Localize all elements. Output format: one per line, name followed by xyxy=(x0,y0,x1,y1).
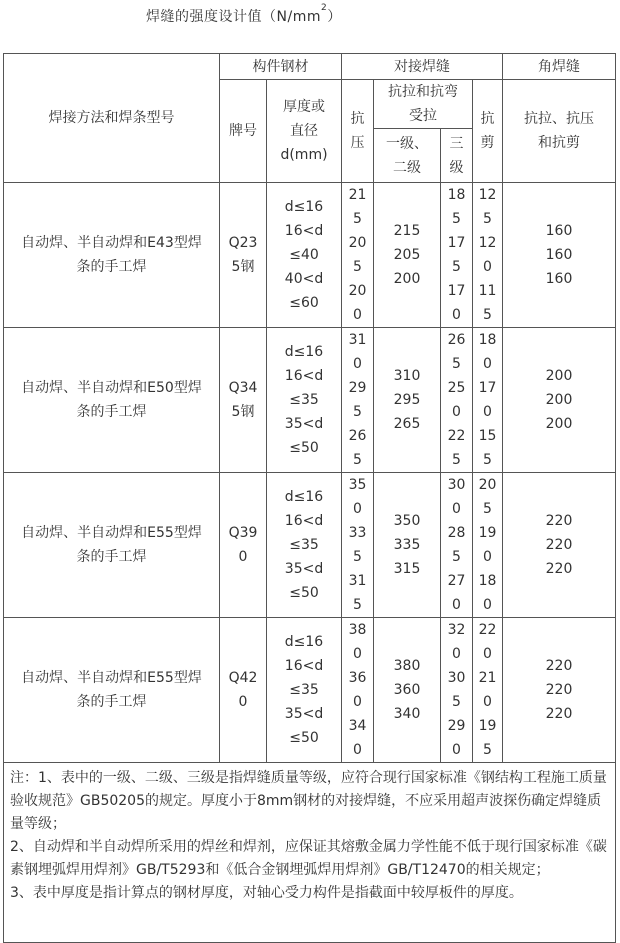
row-fillet: 220 220 220 xyxy=(503,618,616,763)
table-row xyxy=(4,183,616,328)
row-method: 自动焊、半自动焊和E55型焊 条的手工焊 xyxy=(4,473,220,618)
weld-strength-table xyxy=(3,53,616,943)
note-1: 注：1、表中的一级、二级、三级是指焊缝质量等级，应符合现行国家标准《钢结构工程施工质量验收规范》GB50205的规定。厚度小于8mm钢材的对接焊缝，不应采用超声波探伤确定焊缝质量等级； xyxy=(10,770,607,832)
row-compression: 31 0 29 5 26 5 xyxy=(342,328,374,473)
table-row xyxy=(4,473,616,618)
header-level3: 三 级 xyxy=(441,129,473,183)
note-3: 3、表中厚度是指计算点的钢材厚度，对轴心受力构件是指截面中较厚板件的厚度。 xyxy=(10,885,523,901)
row-method: 自动焊、半自动焊和E43型焊 条的手工焊 xyxy=(4,183,220,328)
row-thickness: d≤16 16<d ≤35 35<d ≤50 xyxy=(267,473,342,618)
header-shear: 抗 剪 xyxy=(473,80,503,183)
row-level12: 215 205 200 xyxy=(374,183,441,328)
row-grade: Q42 0 xyxy=(220,618,267,763)
header-member-steel: 构件钢材 xyxy=(220,54,342,80)
table-row xyxy=(4,618,616,763)
header-butt-weld: 对接焊缝 xyxy=(342,54,503,80)
table-title: 焊缝的强度设计值$(N/mm^2)$ xyxy=(146,3,342,25)
header-thickness: 厚度或 直径 d(mm) xyxy=(267,80,342,183)
row-compression: 38 0 36 0 34 0 xyxy=(342,618,374,763)
row-thickness: d≤16 16<d ≤40 40<d ≤60 xyxy=(267,183,342,328)
header-grade: 牌号 xyxy=(220,80,267,183)
row-shear: 12 5 12 0 11 5 xyxy=(473,183,503,328)
row-thickness: d≤16 16<d ≤35 35<d ≤50 xyxy=(267,618,342,763)
note-2: 2、自动焊和半自动焊所采用的焊丝和焊剂，应保证其熔敷金属力学性能不低于现行国家标准《碳素钢埋弧焊用焊剂》GB/T5293和《低合金钢埋弧焊用焊剂》GB/T12470的相关规定； xyxy=(10,839,607,878)
row-shear: 18 0 17 0 15 5 xyxy=(473,328,503,473)
row-compression: 35 0 33 5 31 5 xyxy=(342,473,374,618)
row-method: 自动焊、半自动焊和E55型焊 条的手工焊 xyxy=(4,618,220,763)
row-thickness: d≤16 16<d ≤35 35<d ≤50 xyxy=(267,328,342,473)
row-method: 自动焊、半自动焊和E50型焊 条的手工焊 xyxy=(4,328,220,473)
row-level3: 18 5 17 5 17 0 xyxy=(441,183,473,328)
header-fillet-weld: 角焊缝 xyxy=(503,54,616,80)
table-row xyxy=(4,328,616,473)
header-compression: 抗 压 xyxy=(342,80,374,183)
row-grade: Q23 5钢 xyxy=(220,183,267,328)
row-fillet: 160 160 160 xyxy=(503,183,616,328)
row-shear: 22 0 21 0 19 5 xyxy=(473,618,503,763)
row-level12: 310 295 265 xyxy=(374,328,441,473)
row-grade: Q34 5钢 xyxy=(220,328,267,473)
header-fillet-sub: 抗拉、抗压 和抗剪 xyxy=(503,80,616,183)
row-compression: 21 5 20 5 20 0 xyxy=(342,183,374,328)
row-shear: 20 5 19 0 18 0 xyxy=(473,473,503,618)
header-level12: 一级、 二级 xyxy=(374,129,441,183)
row-fillet: 200 200 200 xyxy=(503,328,616,473)
table-notes xyxy=(4,763,616,943)
row-level3: 26 5 25 0 22 5 xyxy=(441,328,473,473)
row-level12: 380 360 340 xyxy=(374,618,441,763)
row-fillet: 220 220 220 xyxy=(503,473,616,618)
row-level12: 350 335 315 xyxy=(374,473,441,618)
header-method: 焊接方法和焊条型号 xyxy=(4,54,220,183)
row-grade: Q39 0 xyxy=(220,473,267,618)
row-level3: 30 0 28 5 27 0 xyxy=(441,473,473,618)
row-level3: 32 0 30 5 29 0 xyxy=(441,618,473,763)
header-tension-bending: 抗拉和抗弯 受拉 xyxy=(374,80,473,129)
